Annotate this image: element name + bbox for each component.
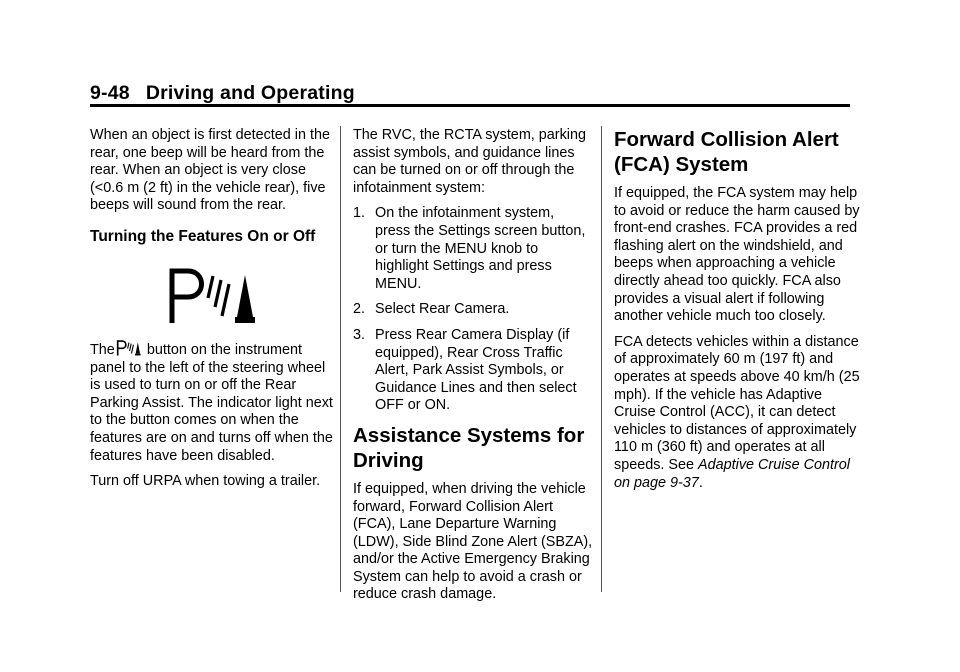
column-1 xyxy=(90,127,335,499)
park-assist-inline-icon xyxy=(115,340,143,356)
page-header xyxy=(90,82,355,105)
page-number: 9-48 xyxy=(90,82,130,104)
beep-paragraph: When an object is first detected in the rear, one beep will be heard from the rear. When an object is very close (<0.6 m (2 ft) in the vehicle rear), five beeps will sound from the rear. xyxy=(90,127,330,214)
button-paragraph: The button on the instrument panel to the left of the steering wheel is used to turn on or off the Rear Parking Assist. The indicator light next to the button comes on when the features are on and turns off when the features have been disabled. xyxy=(90,341,333,464)
steps-list xyxy=(353,205,593,415)
list-item: 3. Press Rear Camera Display (if equipped), Rear Cross Traffic Alert, Park Assist Symbols, or Guidance Lines and then select OFF or ON. xyxy=(353,326,577,414)
list-item: 1. On the infotainment system, press the Settings screen button, or turn the MENU knob to highlight Settings and press MENU. xyxy=(353,205,586,292)
fca-heading: Forward Collision Alert (FCA) System xyxy=(614,128,839,176)
column-3 xyxy=(614,127,860,500)
park-assist-icon xyxy=(166,267,260,325)
acc-cross-reference-link[interactable]: Adaptive Cruise Control on page 9-37 xyxy=(614,456,850,491)
fca-paragraph: If equipped, the FCA system may help to avoid or reduce the harm caused by front-end crashes. FCA provides a red flashing alert on the windshield, and beeps when approaching a vehicle directly ahead too quickly. FCA also provides a visual alert if following another vehicle much too closely. xyxy=(614,185,860,325)
column-2 xyxy=(353,127,593,612)
assistance-paragraph: If equipped, when driving the vehicle forward, Forward Collision Alert (FCA), Lane Departure Warning (LDW), Side Blind Zone Alert (SBZA), and/or the Active Emergency Braking System can help to avoid a crash or reduce crash damage. xyxy=(353,480,593,603)
header-rule xyxy=(90,104,850,107)
assistance-heading: Assistance Systems for Driving xyxy=(353,423,585,472)
features-heading: Turning the Features On or Off xyxy=(90,227,316,245)
section-title: Driving and Operating xyxy=(145,82,355,104)
list-item: 2. Select Rear Camera. xyxy=(353,301,510,318)
column-divider-1 xyxy=(340,126,341,592)
park-assist-symbol xyxy=(90,259,335,334)
urpa-paragraph: Turn off URPA when towing a trailer. xyxy=(90,473,321,490)
fca-detect-paragraph: FCA detects vehicles within a distance of approximately 60 m (197 ft) and operates at speeds above 40 km/h (25 mph). If the vehicle has Adaptive Cruise Control (ACC), it can detect vehicles to distances of approximately 110 m (360 ft) and operates at all speeds. See Adaptive Cruise Control on page 9-37. xyxy=(614,333,860,491)
column-divider-2 xyxy=(601,126,602,592)
rvc-paragraph: The RVC, the RCTA system, parking assist symbols, and guidance lines can be turned on or off through the infotainment system: xyxy=(353,127,586,196)
